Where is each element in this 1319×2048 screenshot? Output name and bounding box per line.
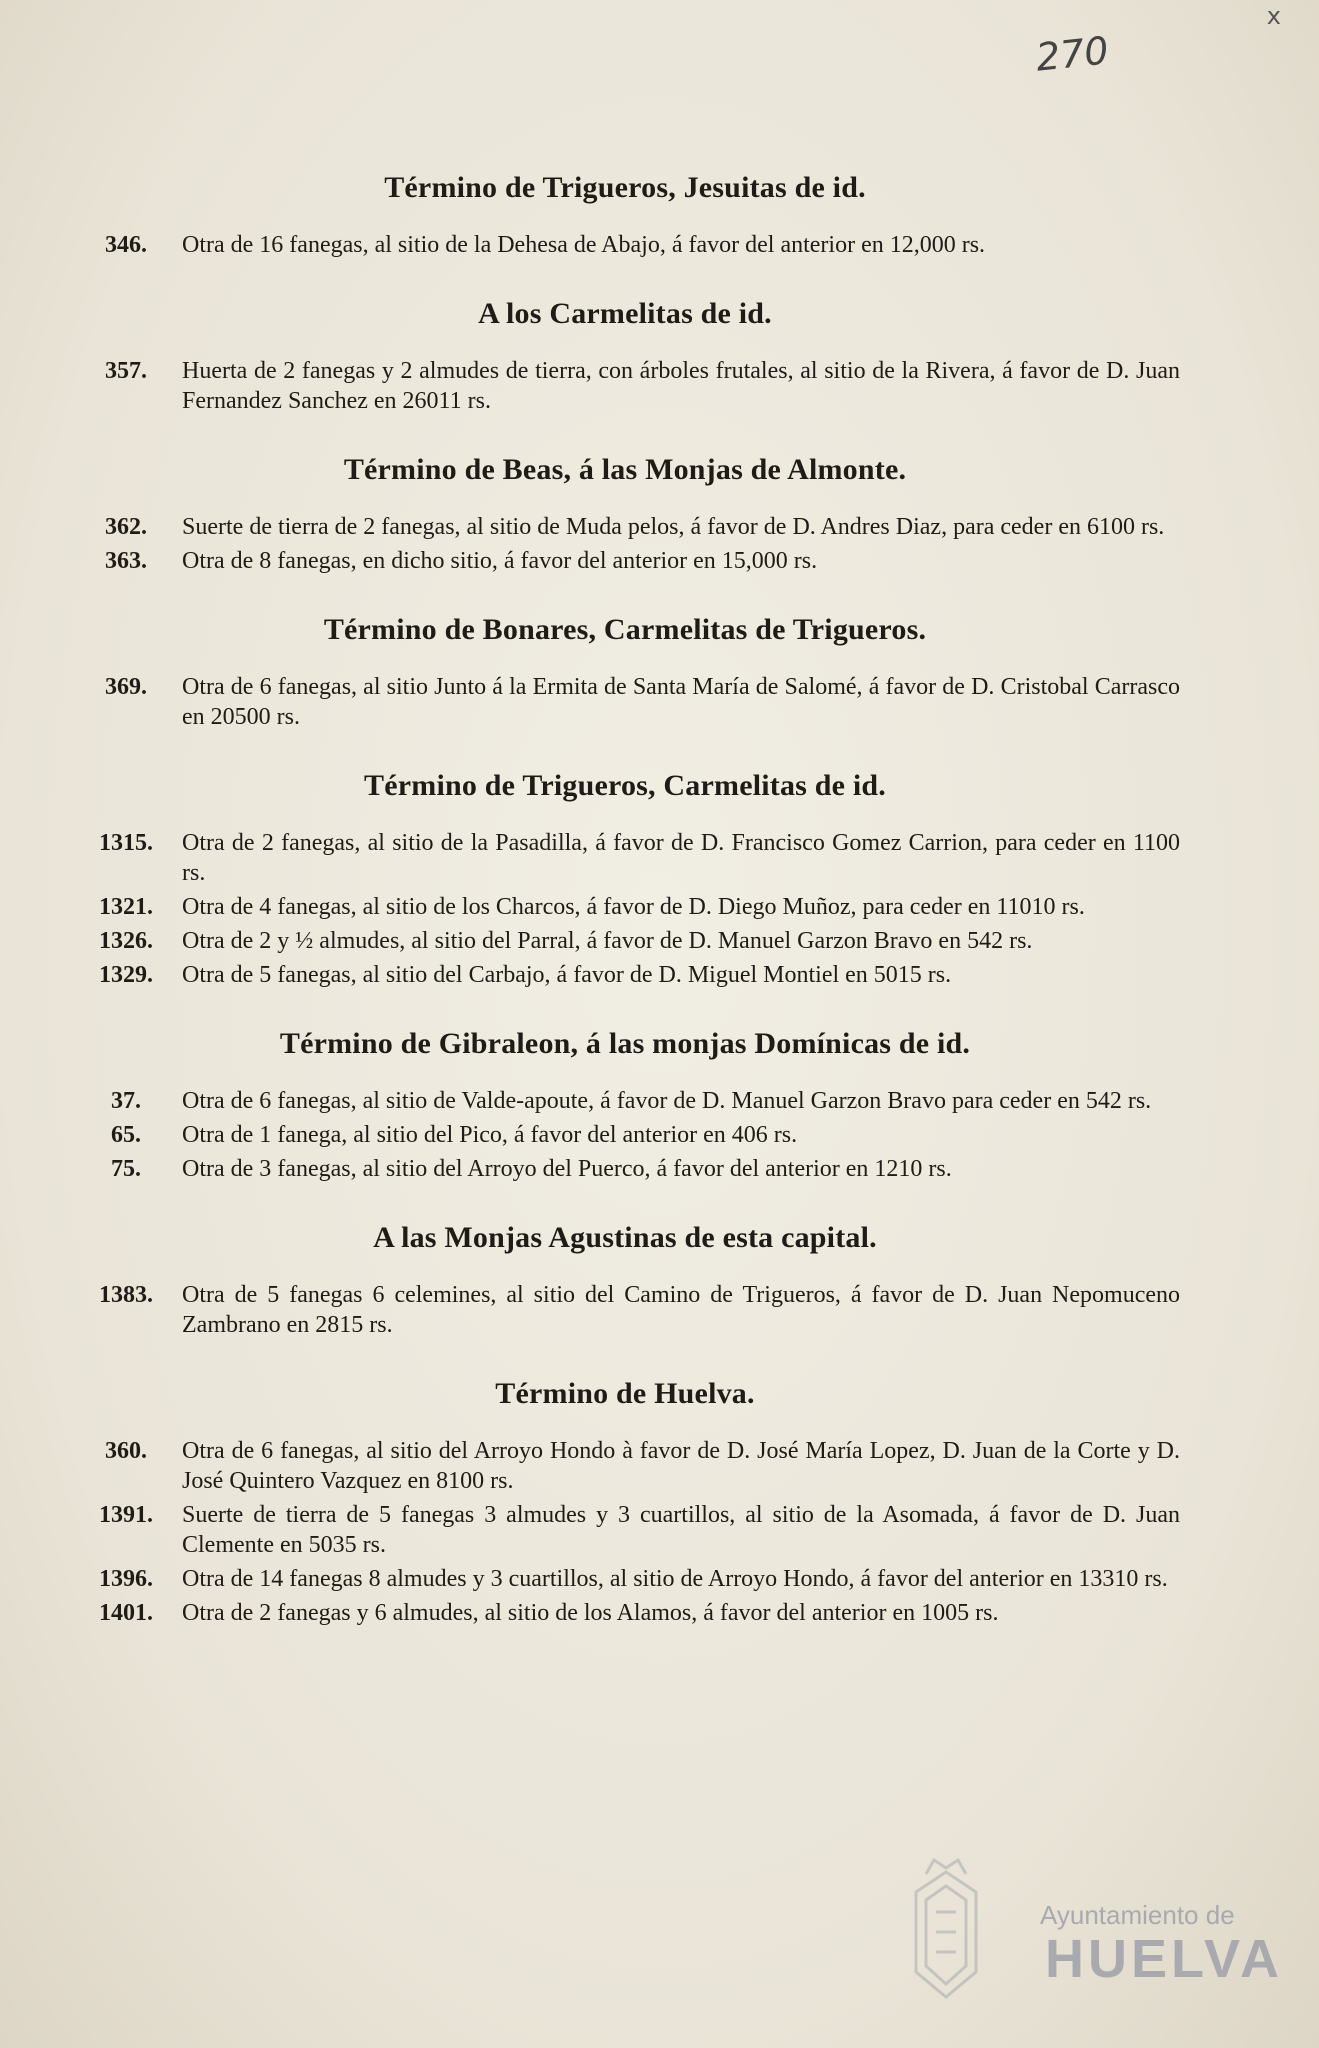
section-gap [70,580,1180,610]
lot-description: Otra de 6 fanegas, al sitio del Arroyo Hondo à favor de D. José María Lopez, D. Juan de la Corte y D. José Quintero Vazquez en 8100 rs. [182,1438,1180,1494]
lot-entry [70,1436,1180,1496]
lot-entry [70,1154,1180,1184]
lot-description: Otra de 2 fanegas y 6 almudes, al sitio de los Alamos, á favor del anterior en 1005 rs. [182,1600,999,1626]
lot-number: 360. [105,1438,147,1464]
lot-number: 346. [105,232,147,258]
section-heading: Término de Trigueros, Carmelitas de id. [364,769,886,802]
section-heading: A las Monjas Agustinas de esta capital. [373,1221,877,1254]
document-section [70,1218,1180,1374]
section-heading: Término de Huelva. [495,1377,755,1410]
lot-entry [70,1598,1180,1628]
lot-description: Otra de 2 fanegas, al sitio de la Pasadilla, á favor de D. Francisco Gomez Carrion, para ceder en 1100 rs. [182,830,1180,886]
document-section [70,766,1180,1024]
lot-entry [70,1564,1180,1594]
section-heading: A los Carmelitas de id. [478,297,772,330]
lot-entry [70,230,1180,260]
lot-description: Otra de 4 fanegas, al sitio de los Charcos, á favor de D. Diego Muñoz, para ceder en 11010 rs. [182,894,1085,920]
section-heading: Término de Gibraleon, á las monjas Domínicas de id. [279,1027,971,1060]
lot-description: Otra de 2 y ½ almudes, al sitio del Parral, á favor de D. Manuel Garzon Bravo en 542 rs. [182,928,1033,954]
document-section [70,294,1180,450]
lot-number: 369. [105,674,147,700]
lot-entry [70,892,1180,922]
lot-number: 1315. [99,830,153,856]
section-heading: Término de Trigueros, Jesuitas de id. [384,171,866,204]
lot-description: Otra de 5 fanegas, al sitio del Carbajo, á favor de D. Miguel Montiel en 5015 rs. [182,962,952,988]
document-section [70,450,1180,610]
lot-description: Otra de 6 fanegas, al sitio de Valde-apoute, á favor de D. Manuel Garzon Bravo para ceder en 542 rs. [182,1088,1152,1114]
lot-description: Huerta de 2 fanegas y 2 almudes de tierra, con árboles frutales, al sitio de la Rivera, á favor de D. Juan Fernandez Sanchez en 26011 rs. [182,358,1180,414]
document-section [70,610,1180,766]
lot-number: 357. [105,358,147,384]
lot-description: Otra de 14 fanegas 8 almudes y 3 cuartillos, al sitio de Arroyo Hondo, á favor del anterior en 13310 rs. [182,1566,1168,1592]
lot-number: 75. [111,1156,141,1182]
lot-entry [70,1280,1180,1340]
document-section [70,1024,1180,1218]
lot-number: 37. [111,1088,141,1114]
lot-number: 1321. [99,894,153,920]
lot-entry [70,926,1180,956]
lot-entry [70,356,1180,416]
section-heading: Término de Bonares, Carmelitas de Trigueros. [323,613,927,646]
lot-number: 1391. [99,1502,153,1528]
lot-description: Otra de 6 fanegas, al sitio Junto á la Ermita de Santa María de Salomé, á favor de D. Cristobal Carrasco en 20500 rs. [182,674,1180,730]
section-gap [70,420,1180,450]
lot-description: Otra de 5 fanegas 6 celemines, al sitio del Camino de Trigueros, á favor de D. Juan Nepomuceno Zambrano en 2815 rs. [182,1282,1180,1338]
lot-entry [70,512,1180,542]
document-section [70,168,1180,294]
lot-entry [70,960,1180,990]
lot-entry [70,1500,1180,1560]
document-section [70,1374,1180,1662]
lot-number: 1401. [99,1600,153,1626]
watermark-subtitle: Ayuntamiento de [1040,1900,1235,1930]
section-gap [70,264,1180,294]
section-gap [70,994,1180,1024]
section-gap [70,1632,1180,1662]
folio-number: 270 [1034,28,1112,80]
lot-number: 362. [105,514,147,540]
lot-number: 65. [111,1122,141,1148]
lot-entry [70,828,1180,888]
lot-entry [70,1120,1180,1150]
lot-description: Otra de 1 fanega, al sitio del Pico, á favor del anterior en 406 rs. [182,1122,798,1148]
lot-description: Suerte de tierra de 5 fanegas 3 almudes y 3 cuartillos, al sitio de la Asomada, á favor de D. Juan Clemente en 5035 rs. [182,1502,1180,1558]
lot-entry [70,672,1180,732]
section-gap [70,1188,1180,1218]
section-heading: Término de Beas, á las Monjas de Almonte. [343,453,907,486]
lot-number: 363. [105,548,147,574]
lot-number: 1326. [99,928,153,954]
document-body [70,168,1180,1662]
section-gap [70,736,1180,766]
lot-description: Otra de 16 fanegas, al sitio de la Dehesa de Abajo, á favor del anterior en 12,000 rs. [182,232,986,258]
lot-description: Otra de 3 fanegas, al sitio del Arroyo del Puerco, á favor del anterior en 1210 rs. [182,1156,952,1182]
lot-entry [70,1086,1180,1116]
lot-number: 1396. [99,1566,153,1592]
lot-entry [70,546,1180,576]
lot-description: Otra de 8 fanegas, en dicho sitio, á favor del anterior en 15,000 rs. [182,548,818,574]
corner-mark: x [1266,2,1281,30]
lot-description: Suerte de tierra de 2 fanegas, al sitio de Muda pelos, á favor de D. Andres Diaz, para ceder en 6100 rs. [182,514,1165,540]
lot-number: 1329. [99,962,153,988]
watermark-title: HUELVA [1045,1929,1283,1989]
lot-number: 1383. [99,1282,153,1308]
section-gap [70,1344,1180,1374]
